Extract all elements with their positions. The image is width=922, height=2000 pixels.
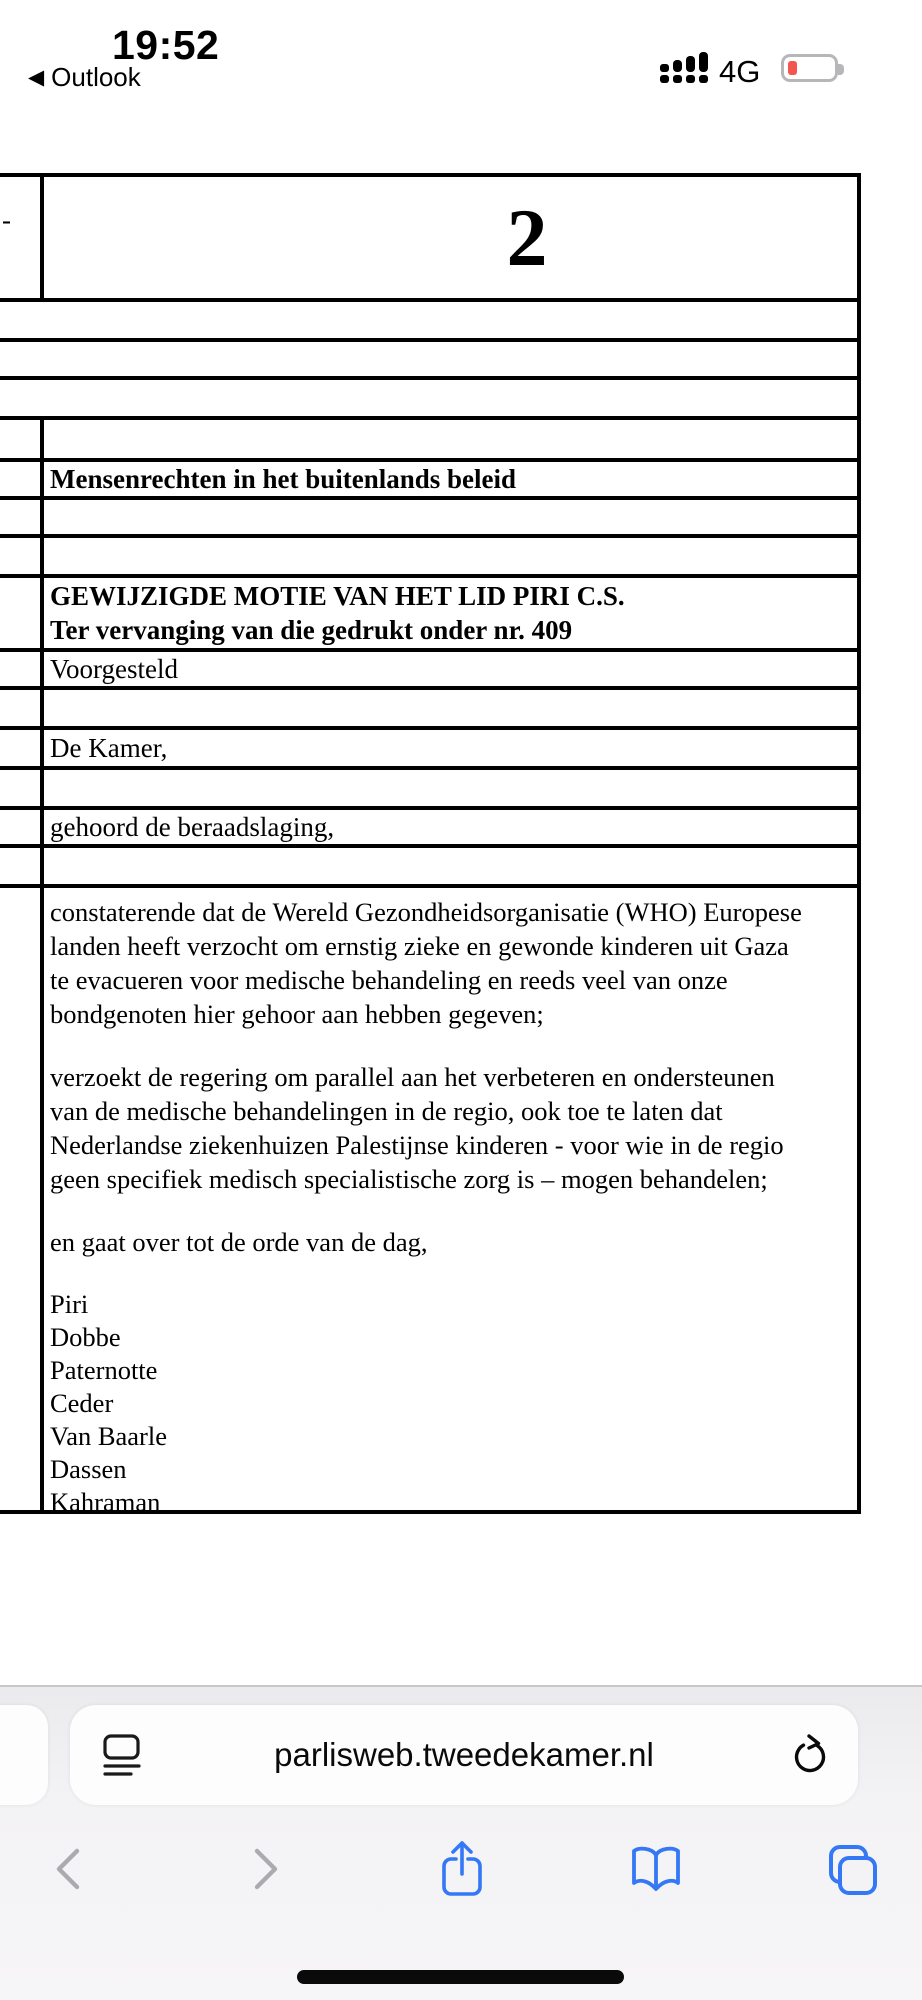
reader-icon[interactable] [102, 1733, 142, 1777]
table-row [0, 690, 857, 730]
signatory: Paternotte [50, 1355, 158, 1385]
status-bar [0, 0, 922, 96]
table-row [0, 177, 857, 302]
back-to-outlook-link[interactable] [28, 62, 141, 93]
reload-icon[interactable] [792, 1730, 828, 1776]
table-row [0, 462, 857, 500]
address-bar[interactable] [70, 1705, 858, 1805]
network-type-label: 4G [719, 54, 761, 89]
margin-mark: - [2, 205, 11, 235]
motion-heading-line2: Ter vervanging van die gedrukt onder nr. 409 [50, 615, 573, 645]
clock: 19:52 [112, 22, 220, 68]
table-row [0, 342, 857, 380]
back-icon[interactable] [54, 1847, 81, 1896]
signatory: Van Baarle [50, 1421, 167, 1451]
table-row [0, 652, 857, 690]
home-indicator[interactable] [297, 1970, 624, 1984]
tabs-icon[interactable] [827, 1843, 879, 1902]
motion-heading-cell [44, 578, 857, 648]
signatory: Kahraman [50, 1487, 161, 1510]
table-row [0, 302, 857, 342]
closing-clause: en gaat over tot de orde van de dag, [50, 1227, 428, 1257]
table-row [0, 810, 857, 848]
back-triangle-icon: ◀ [28, 66, 45, 89]
request-clause: verzoekt de regering om parallel aan het verbeteren en ondersteunen van de medische behandelingen in de regio, ook toe te laten dat Nederlandse ziekenhuizen Palestijnse kinderen - voor wie in de regio geen specifiek medisch specialistische zorg is – mogen behandelen; [50, 1062, 784, 1194]
page-number-cell [44, 177, 857, 298]
signatory: Dobbe [50, 1322, 121, 1352]
signatory: Dassen [50, 1454, 127, 1484]
subject-title: Mensenrechten in het buitenlands beleid [50, 463, 517, 494]
table-row [0, 770, 857, 810]
considering-clause: constaterende dat de Wereld Gezondheidsorganisatie (WHO) Europese landen heeft verzocht om ernstig zieke en gewonde kinderen uit Gaza te evacueren voor medische behandeling en reeds veel van onze bondgenoten hier gehoor aan hebben gegeven; [50, 897, 802, 1029]
left-margin-cell [0, 177, 44, 298]
battery-level-fill [788, 61, 797, 75]
table-row [0, 730, 857, 770]
deliberation-clause: gehoord de beraadslaging, [50, 811, 335, 842]
signatory: Ceder [50, 1388, 114, 1418]
page-number: 2 [506, 192, 548, 283]
bookmarks-icon[interactable] [628, 1845, 684, 1900]
table-row [0, 578, 857, 652]
table-row [0, 848, 857, 888]
battery-cap [838, 64, 844, 75]
table-row [0, 380, 857, 420]
battery-low-icon [781, 54, 838, 82]
safari-bottom-chrome [0, 1685, 922, 2000]
motion-body-cell [44, 888, 857, 1510]
signal-strength-icon [660, 52, 710, 83]
url-text[interactable]: parlisweb.tweedekamer.nl [274, 1736, 654, 1773]
share-icon[interactable] [438, 1840, 486, 1902]
adjacent-tab-peek[interactable] [0, 1705, 48, 1805]
table-row [0, 500, 857, 538]
salutation: De Kamer, [50, 732, 168, 763]
forward-icon[interactable] [253, 1847, 280, 1896]
back-app-label: Outlook [51, 62, 141, 92]
table-row [0, 538, 857, 578]
table-row [0, 888, 857, 1510]
table-row [0, 420, 857, 462]
motion-document-table [0, 173, 861, 1514]
signatory: Piri [50, 1289, 89, 1319]
proposed-label: Voorgesteld [50, 653, 178, 684]
motion-heading-line1: GEWIJZIGDE MOTIE VAN HET LID PIRI C.S. [50, 581, 625, 611]
